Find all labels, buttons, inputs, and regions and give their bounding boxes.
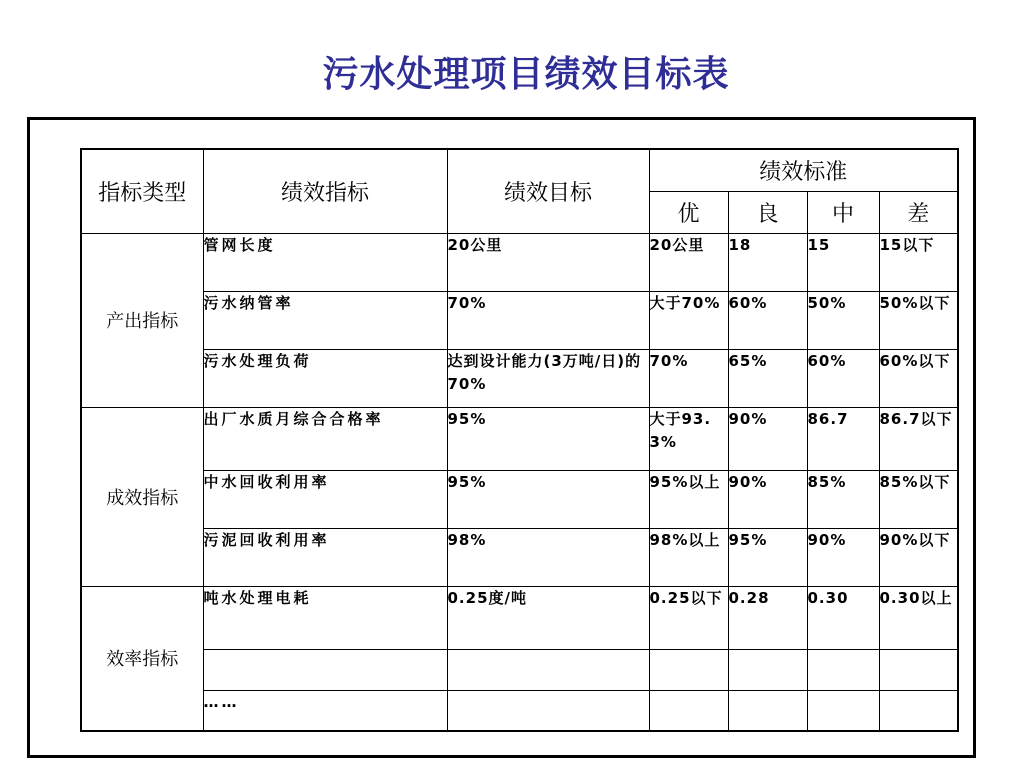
excellent-cell: 大于70% — [649, 291, 728, 349]
indicator-cell: 污水处理负荷 — [203, 349, 447, 407]
page-title: 污水处理项目绩效目标表 — [322, 54, 730, 95]
header-level-medium: 中 — [807, 191, 879, 233]
target-cell: 95% — [447, 407, 649, 470]
excellent-cell: 0.25以下 — [649, 586, 728, 649]
medium-cell — [807, 690, 879, 731]
medium-cell: 86.7 — [807, 407, 879, 470]
table-row — [81, 470, 958, 528]
header-level-poor: 差 — [879, 191, 958, 233]
table-row — [81, 407, 958, 470]
table-row — [81, 649, 958, 690]
target-cell: 95% — [447, 470, 649, 528]
poor-cell: 0.30以上 — [879, 586, 958, 649]
good-cell: 60% — [728, 291, 807, 349]
good-cell: 65% — [728, 349, 807, 407]
table-row — [81, 586, 958, 649]
poor-cell — [879, 649, 958, 690]
table-row — [81, 690, 958, 731]
table-body — [81, 233, 958, 731]
header-type: 指标类型 — [81, 149, 203, 233]
header-target: 绩效目标 — [447, 149, 649, 233]
table-row — [81, 349, 958, 407]
header-level-excellent: 优 — [649, 191, 728, 233]
target-cell — [447, 690, 649, 731]
good-cell: 90% — [728, 470, 807, 528]
indicator-cell: 污泥回收利用率 — [203, 528, 447, 586]
target-cell: 20公里 — [447, 233, 649, 291]
excellent-cell: 20公里 — [649, 233, 728, 291]
target-cell: 70% — [447, 291, 649, 349]
excellent-cell — [649, 690, 728, 731]
indicator-cell — [203, 649, 447, 690]
category-output: 产出指标 — [81, 233, 203, 407]
category-efficiency: 效率指标 — [81, 586, 203, 731]
table-row — [81, 233, 958, 291]
medium-cell: 85% — [807, 470, 879, 528]
header-indicator: 绩效指标 — [203, 149, 447, 233]
excellent-cell: 95%以上 — [649, 470, 728, 528]
poor-cell: 50%以下 — [879, 291, 958, 349]
poor-cell — [879, 690, 958, 731]
table-row — [81, 528, 958, 586]
medium-cell: 50% — [807, 291, 879, 349]
good-cell: 90% — [728, 407, 807, 470]
indicator-cell: 管网长度 — [203, 233, 447, 291]
medium-cell: 60% — [807, 349, 879, 407]
medium-cell — [807, 649, 879, 690]
good-cell — [728, 649, 807, 690]
excellent-cell: 70% — [649, 349, 728, 407]
poor-cell: 60%以下 — [879, 349, 958, 407]
target-cell: 达到设计能力(3万吨/日)的70% — [447, 349, 649, 407]
header-standard: 绩效标准 — [649, 149, 958, 191]
target-cell — [447, 649, 649, 690]
performance-table — [80, 148, 959, 732]
indicator-cell: 吨水处理电耗 — [203, 586, 447, 649]
indicator-cell: 中水回收利用率 — [203, 470, 447, 528]
excellent-cell — [649, 649, 728, 690]
medium-cell: 0.30 — [807, 586, 879, 649]
poor-cell: 90%以下 — [879, 528, 958, 586]
target-cell: 98% — [447, 528, 649, 586]
good-cell: 18 — [728, 233, 807, 291]
header-level-good: 良 — [728, 191, 807, 233]
category-effect: 成效指标 — [81, 407, 203, 586]
table-row — [81, 291, 958, 349]
poor-cell: 86.7以下 — [879, 407, 958, 470]
target-cell: 0.25度/吨 — [447, 586, 649, 649]
excellent-cell: 大于93.3% — [649, 407, 728, 470]
indicator-cell: …… — [203, 690, 447, 731]
good-cell — [728, 690, 807, 731]
table-header — [81, 149, 958, 233]
poor-cell: 15以下 — [879, 233, 958, 291]
good-cell: 0.28 — [728, 586, 807, 649]
excellent-cell: 98%以上 — [649, 528, 728, 586]
medium-cell: 15 — [807, 233, 879, 291]
indicator-cell: 污水纳管率 — [203, 291, 447, 349]
medium-cell: 90% — [807, 528, 879, 586]
indicator-cell: 出厂水质月综合合格率 — [203, 407, 447, 470]
good-cell: 95% — [728, 528, 807, 586]
poor-cell: 85%以下 — [879, 470, 958, 528]
